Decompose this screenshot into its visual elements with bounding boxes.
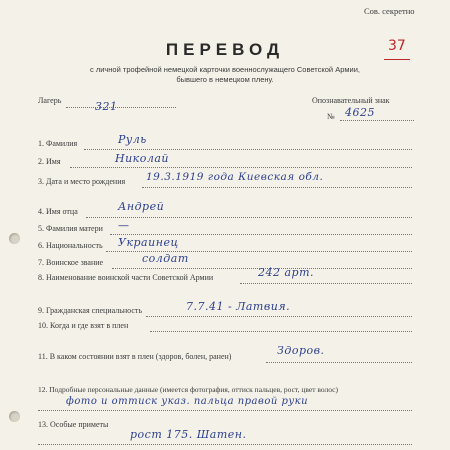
field-surname-label: 1. Фамилия xyxy=(38,139,78,148)
field-mother-value: — xyxy=(118,219,130,232)
field-line xyxy=(110,234,412,235)
field-birth-label: 3. Дата и место рождения xyxy=(38,177,126,186)
field-rank-value: солдат xyxy=(142,252,189,265)
field-line xyxy=(142,187,412,188)
tag-line xyxy=(340,120,414,121)
field-line xyxy=(86,217,412,218)
field-unit-value: 242 арт. xyxy=(258,266,315,279)
camp-line xyxy=(66,107,176,108)
field-capture-label: 10. Когда и где взят в плен xyxy=(38,321,129,330)
punch-hole xyxy=(9,411,20,422)
field-father-value: Андрей xyxy=(118,200,165,213)
subtitle-line-2: бывшего в немецком плену. xyxy=(176,75,274,84)
field-line xyxy=(38,444,412,445)
page-number: 37 xyxy=(388,38,406,54)
field-name-value: Николай xyxy=(115,152,170,165)
camp-label: Лагерь xyxy=(38,96,62,105)
field-nationality-value: Украинец xyxy=(118,236,179,249)
secrecy-stamp: Сов. секретно xyxy=(364,6,415,16)
field-line xyxy=(266,362,412,363)
field-specialty-label: 9. Гражданская специальность xyxy=(38,306,143,315)
field-unit-label: 8. Наименование воинской части Советской Армии xyxy=(38,273,214,282)
field-rank-label: 7. Воинское звание xyxy=(38,258,104,267)
field-name-label: 2. Имя xyxy=(38,157,61,166)
tag-number-sign: № xyxy=(327,112,335,121)
field-features-label: 13. Особые приметы xyxy=(38,420,109,429)
tag-label: Опознавательный знак xyxy=(312,96,390,105)
field-condition-value: Здоров. xyxy=(277,344,325,357)
page-title: ПЕРЕВОД xyxy=(165,40,285,59)
field-surname-value: Руль xyxy=(118,133,147,146)
field-personal-value: фото и оттиск указ. пальца правой руки xyxy=(66,396,309,407)
field-personal-label: 12. Подробные персональные данные (имеется фотография, оттиск пальцев, рост, цвет волос) xyxy=(38,385,338,394)
field-father-label: 4. Имя отца xyxy=(38,207,78,216)
field-line xyxy=(70,167,412,168)
field-line xyxy=(146,316,412,317)
field-line xyxy=(38,410,412,411)
field-features-value: рост 175. Шатен. xyxy=(130,428,247,441)
field-specialty-value: 7.7.41 - Латвия. xyxy=(186,300,291,313)
field-nationality-label: 6. Национальность xyxy=(38,241,103,250)
tag-value: 4625 xyxy=(345,106,375,119)
field-mother-label: 5. Фамилия матери xyxy=(38,224,103,233)
field-line xyxy=(150,331,412,332)
field-line xyxy=(84,149,412,150)
camp-value: 321 xyxy=(95,100,118,113)
field-birth-value: 19.3.1919 года Киевская обл. xyxy=(146,171,324,183)
field-line xyxy=(240,283,412,284)
subtitle-line-1: с личной трофейной немецкой карточки военнослужащего Советской Армии, xyxy=(89,65,361,74)
field-condition-label: 11. В каком состоянии взят в плен (здоров, болен, ранен) xyxy=(38,352,232,361)
punch-hole xyxy=(9,233,20,244)
